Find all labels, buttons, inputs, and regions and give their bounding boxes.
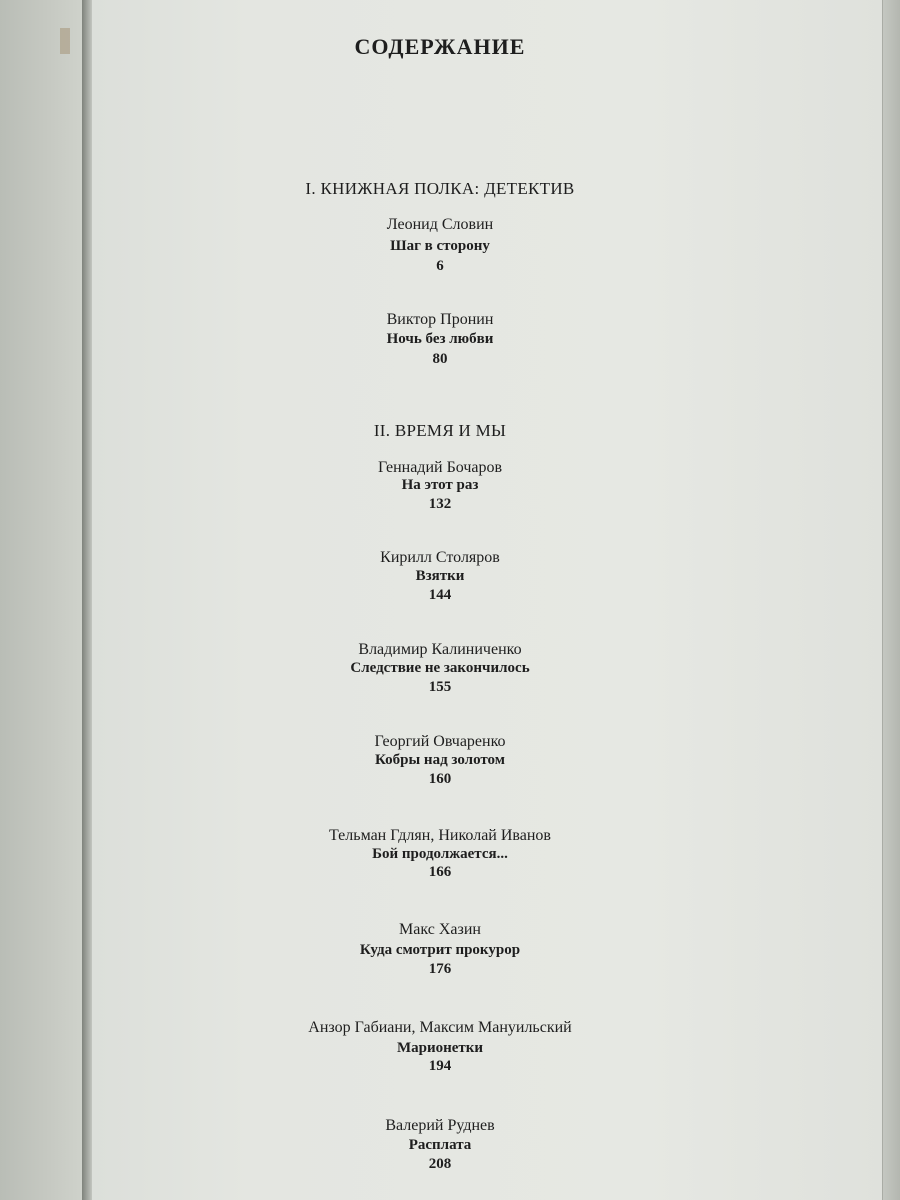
entry-author: Макс Хазин xyxy=(399,921,481,938)
entry-author: Владимир Калиниченко xyxy=(358,641,522,658)
entry-author: Геннадий Бочаров xyxy=(377,459,503,476)
entry-title: На этот раз xyxy=(401,477,479,493)
entry-title: Марионетки xyxy=(396,1040,484,1056)
entry-page-number: 208 xyxy=(428,1156,452,1172)
entry-author: Георгий Овчаренко xyxy=(374,733,506,750)
section-heading-2: II. ВРЕМЯ И МЫ xyxy=(373,421,507,440)
entry-author: Виктор Пронин xyxy=(386,311,494,328)
entry-page-number: 176 xyxy=(428,961,452,977)
entry-page-number: 132 xyxy=(428,496,452,512)
entry-title: Расплата xyxy=(408,1137,472,1153)
entry-author: Валерий Руднев xyxy=(385,1117,495,1134)
entry-title: Куда смотрит прокурор xyxy=(359,942,521,958)
entry-author: Анзор Габиани, Максим Мануильский xyxy=(308,1019,572,1036)
entry-page-number: 166 xyxy=(428,864,452,880)
entry-title: Кобры над золотом xyxy=(375,752,505,768)
entry-title: Взятки xyxy=(415,568,465,584)
entry-title: Следствие не закончилось xyxy=(350,660,530,676)
toc-title: СОДЕРЖАНИЕ xyxy=(354,34,526,59)
entry-page-number: 6 xyxy=(436,258,444,274)
entry-page-number: 144 xyxy=(428,587,452,603)
entry-title: Шаг в сторону xyxy=(390,238,490,254)
entry-page-number: 155 xyxy=(428,679,452,695)
entry-author: Кирилл Столяров xyxy=(380,549,500,566)
entry-title: Бой продолжается... xyxy=(372,846,508,862)
page-stack-edge xyxy=(882,0,900,1200)
entry-author: Леонид Словин xyxy=(386,216,494,233)
section-heading-1: I. КНИЖНАЯ ПОЛКА: ДЕТЕКТИВ xyxy=(305,179,575,198)
entry-page-number: 194 xyxy=(428,1058,452,1074)
entry-author: Тельман Гдлян, Николай Иванов xyxy=(329,827,551,844)
entry-title: Ночь без любви xyxy=(386,331,494,347)
entry-page-number: 80 xyxy=(432,351,448,367)
entry-page-number: 160 xyxy=(428,771,452,787)
